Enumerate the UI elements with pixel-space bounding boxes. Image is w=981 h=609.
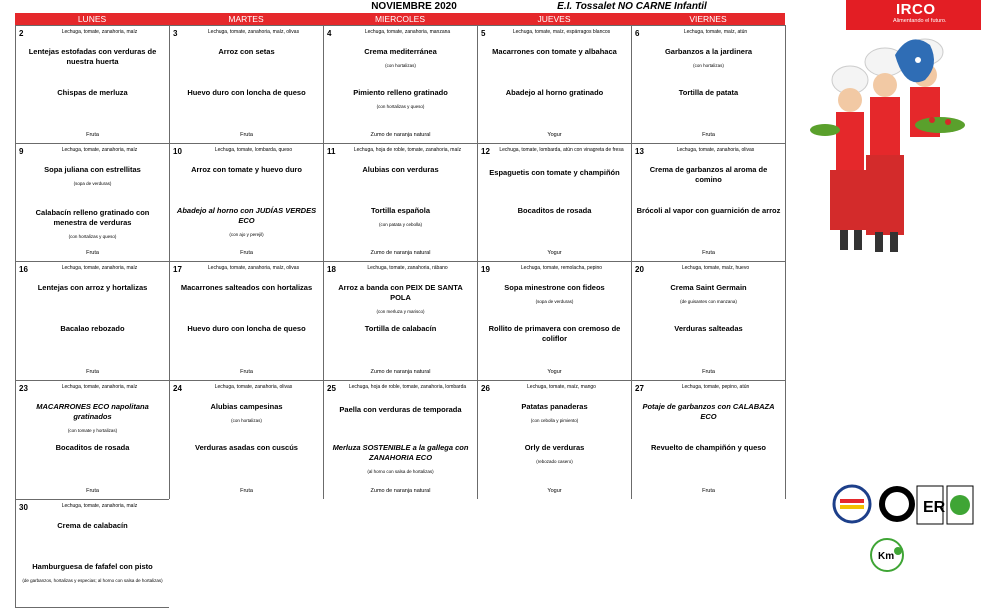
dessert: Fruta <box>86 369 99 375</box>
second-course: Orly de verduras <box>524 443 585 452</box>
irco-tagline: Alimentando el futuro. <box>893 18 947 24</box>
second-course: Merluza SOSTENIBLE a la gallega con ZANAHORIA ECO <box>332 443 469 462</box>
first-course-note: (sopa de verduras) <box>73 181 112 186</box>
first-course: Patatas panaderas <box>521 402 588 411</box>
certifications <box>830 480 980 580</box>
salad-description: Lechuga, tomate, zanahoria, maíz, olivas <box>207 265 300 271</box>
day-number: 25 <box>327 384 336 393</box>
salad-description: Lechuga, tomate, maíz, espárragos blancos <box>512 29 611 35</box>
weekday-thursday: JUEVES <box>477 13 631 26</box>
dessert: Fruta <box>702 488 715 494</box>
second-course: Verduras asadas con cuscús <box>195 443 298 452</box>
day-number: 19 <box>481 265 490 274</box>
salad-description: Lechuga, tomate, maíz, atún <box>683 29 748 35</box>
day-cell-wednesday <box>323 25 478 144</box>
day-number: 17 <box>173 265 182 274</box>
day-number: 16 <box>19 265 28 274</box>
dessert: Zumo de naranja natural <box>370 132 431 138</box>
second-course: Tortilla española <box>370 206 431 215</box>
second-course: Bocaditos de rosada <box>517 206 592 215</box>
day-cell-friday <box>631 25 786 144</box>
second-course: Bocaditos de rosada <box>55 443 130 452</box>
second-course-note: (con hortalizas y queso) <box>376 104 425 109</box>
day-cell-friday <box>631 143 786 262</box>
salad-description: Lechuga, tomate, zanahoria, maíz, olivas <box>207 29 300 35</box>
day-cell-monday <box>15 499 170 608</box>
salad-description: Lechuga, tomate, zanahoria, maíz <box>61 265 138 271</box>
day-number: 23 <box>19 384 28 393</box>
salad-description: Lechuga, tomate, pepino, atún <box>681 384 750 390</box>
first-course: MACARRONES ECO napolitana gratinados <box>36 402 149 421</box>
day-cell-friday <box>631 261 786 381</box>
weekday-monday: LUNES <box>15 13 169 26</box>
day-cell-monday <box>15 261 170 381</box>
day-cell-thursday <box>477 261 632 381</box>
day-cell-tuesday <box>169 143 324 262</box>
first-course: Garbanzos a la jardinera <box>664 47 753 56</box>
day-cell-wednesday <box>323 261 478 381</box>
day-cell-thursday <box>477 380 632 500</box>
second-course: Hamburguesa de fafafel con pisto <box>32 562 153 571</box>
first-course: Lentejas con arroz y hortalizas <box>37 283 148 292</box>
day-cell-wednesday <box>323 143 478 262</box>
day-number: 10 <box>173 147 182 156</box>
menu-month-title: NOVIEMBRE 2020 <box>371 1 457 12</box>
second-course: Revuelto de champiñón y queso <box>650 443 767 452</box>
day-number: 30 <box>19 503 28 512</box>
salad-description: Lechuga, tomate, maíz, mango <box>527 384 596 390</box>
second-course-note: (rebozado casero) <box>536 459 573 464</box>
dessert: Yogur <box>547 132 562 138</box>
svg-text:Km: Km <box>878 551 895 562</box>
second-course: Calabacín relleno gratinado con menestra de verduras <box>35 208 150 227</box>
empty-day-cell <box>477 499 632 608</box>
day-cell-tuesday <box>169 25 324 144</box>
empty-day-cell <box>169 499 324 608</box>
chef-kids-illustration <box>800 0 981 260</box>
day-number: 18 <box>327 265 336 274</box>
dessert: Fruta <box>702 132 715 138</box>
dessert: Fruta <box>240 369 253 375</box>
day-number: 26 <box>481 384 490 393</box>
day-cell-monday <box>15 380 170 500</box>
first-course-note: (sopa de verduras) <box>535 299 574 304</box>
dessert: Fruta <box>240 132 253 138</box>
salad-description: Lechuga, tomate, zanahoria, olivas <box>214 384 293 390</box>
day-cell-monday <box>15 143 170 262</box>
day-cell-monday <box>15 25 170 144</box>
salad-description: Lechuga, hoja de roble, tomate, zanahoria, lombarda <box>348 384 467 390</box>
irco-logo-text: IRCO <box>896 1 936 18</box>
second-course: Verduras salteadas <box>674 324 743 333</box>
day-cell-tuesday <box>169 380 324 500</box>
first-course: Sopa minestrone con fideos <box>504 283 605 292</box>
second-course: Brócoli al vapor con guarnición de arroz <box>636 206 781 215</box>
empty-day-cell <box>323 499 478 608</box>
salad-description: Lechuga, tomate, remolacha, pepino <box>520 265 603 271</box>
menu-calendar <box>15 25 785 608</box>
salad-description: Lechuga, tomate, lombarda, queso <box>214 147 293 153</box>
weekday-tuesday: MARTES <box>169 13 323 26</box>
second-course: Chispas de merluza <box>57 88 128 97</box>
weekday-wednesday: MIERCOLES <box>323 13 477 26</box>
day-number: 2 <box>19 29 24 38</box>
first-course-note: (con tomate y hortalizas) <box>67 428 118 433</box>
day-cell-wednesday <box>323 380 478 500</box>
salad-description: Lechuga, tomate, zanahoria, maíz <box>61 384 138 390</box>
first-course: Arroz a banda con PEIX DE SANTA POLA <box>338 283 463 302</box>
second-course: Abadejo al horno gratinado <box>505 88 604 97</box>
dessert: Fruta <box>240 488 253 494</box>
second-course: Tortilla de calabacín <box>364 324 437 333</box>
first-course: Crema de calabacín <box>57 521 128 530</box>
first-course-note: (con hortalizas) <box>231 418 262 423</box>
salad-description: Lechuga, tomate, lombarda, atún con vinagreta de fresa <box>499 147 624 153</box>
first-course: Potaje de garbanzos con CALABAZA ECO <box>642 402 775 421</box>
empty-day-cell <box>631 499 786 608</box>
second-course-note: (al horno con salsa de hortalizas) <box>367 469 434 474</box>
day-number: 11 <box>327 147 336 156</box>
day-number: 6 <box>635 29 640 38</box>
first-course: Macarrones salteados con hortalizas <box>180 283 313 292</box>
certification-seals <box>830 480 980 580</box>
second-course: Rollito de primavera con cremoso de coliflor <box>488 324 621 343</box>
dessert: Yogur <box>547 369 562 375</box>
dessert: Zumo de naranja natural <box>370 369 431 375</box>
salad-description: Lechuga, tomate, zanahoria, rábano <box>367 265 448 271</box>
day-cell-friday <box>631 380 786 500</box>
second-course: Pimiento relleno gratinado <box>353 88 448 97</box>
second-course: Huevo duro con loncha de queso <box>187 88 306 97</box>
first-course-note: (con hortalizas) <box>385 63 416 68</box>
dessert: Yogur <box>547 250 562 256</box>
dessert: Fruta <box>240 250 253 256</box>
first-course: Arroz con tomate y huevo duro <box>191 165 302 174</box>
first-course-note: (con merluza y marisco) <box>376 309 425 314</box>
dessert: Zumo de naranja natural <box>370 250 431 256</box>
dessert: Fruta <box>86 132 99 138</box>
day-number: 24 <box>173 384 182 393</box>
first-course: Lentejas estofadas con verduras de nuestra huerta <box>28 47 157 66</box>
first-course: Crema Saint Germain <box>670 283 747 292</box>
day-number: 13 <box>635 147 644 156</box>
salad-description: Lechuga, tomate, zanahoria, maíz <box>61 147 138 153</box>
dessert: Fruta <box>702 250 715 256</box>
salad-description: Lechuga, hoja de roble, tomate, zanahoria, maíz <box>353 147 462 153</box>
first-course: Alubias con verduras <box>362 165 439 174</box>
day-cell-thursday <box>477 25 632 144</box>
second-course-note: (de garbanzos, hortalizas y especias; al horno con salsa de hortalizas) <box>22 578 163 583</box>
first-course-note: (de guisantes con manzana) <box>680 299 737 304</box>
day-number: 27 <box>635 384 644 393</box>
day-number: 5 <box>481 29 486 38</box>
dessert: Fruta <box>702 369 715 375</box>
second-course: Abadejo al horno con JUDÍAS VERDES ECO <box>176 206 317 225</box>
first-course: Crema mediterránea <box>364 47 437 56</box>
salad-description: Lechuga, tomate, maíz, huevo <box>681 265 750 271</box>
dessert: Yogur <box>547 488 562 494</box>
first-course: Crema de garbanzos al aroma de comino <box>649 165 768 184</box>
day-number: 3 <box>173 29 178 38</box>
day-number: 9 <box>19 147 24 156</box>
first-course: Macarrones con tomate y albahaca <box>492 47 617 56</box>
day-cell-thursday <box>477 143 632 262</box>
weekday-friday: VIERNES <box>631 13 785 26</box>
day-number: 4 <box>327 29 332 38</box>
first-course: Paella con verduras de temporada <box>339 405 462 414</box>
second-course-note: (con ajo y perejil) <box>229 232 264 237</box>
day-cell-tuesday <box>169 261 324 381</box>
dessert: Fruta <box>86 488 99 494</box>
salad-description: Lechuga, tomate, zanahoria, maíz <box>61 503 138 509</box>
second-course-note: (con hortalizas y queso) <box>68 234 117 239</box>
first-course-note: (con hortalizas) <box>693 63 724 68</box>
second-course-note: (con patata y cebolla) <box>378 222 423 227</box>
first-course-note: (con cebolla y pimiento) <box>530 418 579 423</box>
day-number: 20 <box>635 265 644 274</box>
first-course: Espaguetis con tomate y champiñón <box>489 168 620 177</box>
second-course: Bacalao rebozado <box>60 324 125 333</box>
day-number: 12 <box>481 147 490 156</box>
dessert: Fruta <box>86 250 99 256</box>
second-course: Tortilla de patata <box>678 88 739 97</box>
dessert: Zumo de naranja natural <box>370 488 431 494</box>
first-course: Sopa juliana con estrellitas <box>44 165 141 174</box>
svg-text:ER: ER <box>923 499 946 516</box>
salad-description: Lechuga, tomate, zanahoria, maíz <box>61 29 138 35</box>
salad-description: Lechuga, tomate, zanahoria, olivas <box>676 147 755 153</box>
salad-description: Lechuga, tomate, zanahoria, manzana <box>364 29 451 35</box>
second-course: Huevo duro con loncha de queso <box>187 324 306 333</box>
irco-branding <box>800 0 981 260</box>
first-course: Alubias campesinas <box>210 402 283 411</box>
first-course: Arroz con setas <box>218 47 275 56</box>
school-menu-title: E.I. Tossalet NO CARNE Infantil <box>557 1 707 12</box>
